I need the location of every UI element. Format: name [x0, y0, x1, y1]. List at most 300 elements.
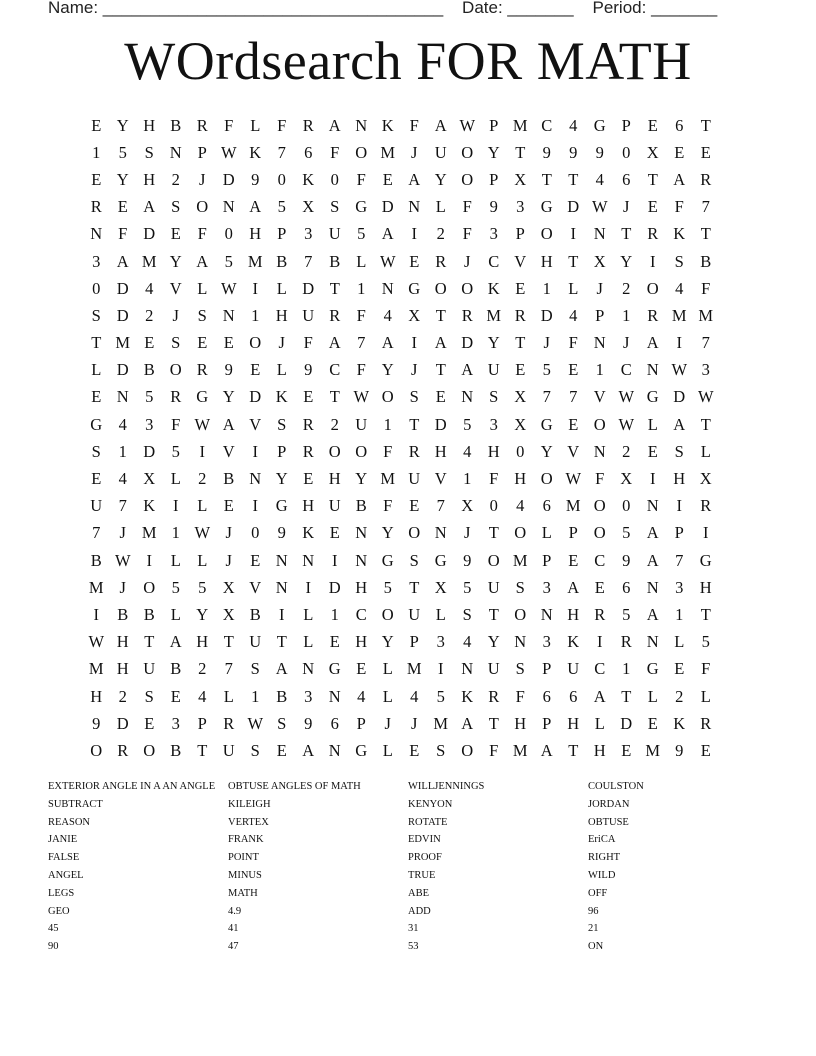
grid-cell: B [170, 659, 182, 679]
grid-cell: 4 [463, 632, 472, 652]
grid-cell: E [91, 115, 102, 135]
grid-cell: N [355, 550, 368, 570]
grid-cell: X [222, 577, 235, 597]
grid-cell: H [328, 469, 341, 489]
grid-cell: E [435, 387, 446, 407]
grid-cell: U [302, 305, 315, 325]
grid-cell: E [276, 740, 287, 760]
grid-cell: J [411, 142, 418, 162]
grid-cell: 7 [304, 251, 313, 271]
grid-cell: D [222, 169, 235, 189]
grid-cell: N [90, 224, 103, 244]
grid-cell: E [250, 550, 261, 570]
word-list-item: OBTUSE ANGLES OF MATH [228, 781, 361, 792]
grid-cell: 2 [330, 414, 339, 434]
grid-cell: L [647, 414, 658, 434]
grid-cell: V [567, 441, 580, 461]
word-list-item: 31 [408, 923, 419, 935]
grid-cell: E [647, 197, 658, 217]
grid-cell: A [646, 550, 659, 570]
grid-cell: 7 [701, 333, 710, 353]
grid-cell: R [302, 115, 314, 135]
grid-cell: 3 [436, 632, 445, 652]
word-list-item: WILD [588, 869, 616, 881]
grid-cell: 4 [569, 305, 578, 325]
grid-cell: L [594, 713, 605, 733]
grid-cell: 2 [118, 686, 127, 706]
grid-cell: H [355, 632, 368, 652]
grid-cell: 6 [542, 686, 551, 706]
grid-cell: 5 [118, 142, 127, 162]
grid-cell: L [276, 278, 287, 298]
grid-cell: 0 [92, 278, 101, 298]
grid-cell: 4 [595, 169, 604, 189]
grid-cell: 1 [251, 305, 260, 325]
grid-cell: E [303, 387, 314, 407]
grid-cell: N [169, 142, 182, 162]
grid-cell: J [199, 169, 206, 189]
grid-cell: 7 [675, 550, 684, 570]
grid-cell: J [172, 305, 179, 325]
grid-cell: Y [540, 441, 553, 461]
grid-cell: J [119, 577, 126, 597]
grid-cell: 7 [92, 523, 101, 543]
grid-row [83, 194, 719, 221]
grid-cell: F [701, 659, 711, 679]
grid-cell: D [328, 577, 341, 597]
grid-cell: E [329, 632, 340, 652]
grid-cell: E [700, 142, 711, 162]
grid-cell: N [646, 632, 659, 652]
grid-cell: 4 [118, 414, 127, 434]
grid-cell: G [275, 496, 288, 516]
grid-cell: U [487, 577, 500, 597]
grid-cell: W [618, 414, 635, 434]
grid-cell: U [355, 414, 368, 434]
grid-cell: Y [381, 360, 394, 380]
grid-cell: O [540, 224, 553, 244]
grid-cell: I [411, 224, 417, 244]
grid-cell: L [223, 686, 234, 706]
grid-cell: L [197, 550, 208, 570]
grid-cell: B [90, 550, 102, 570]
grid-cell: H [355, 577, 368, 597]
grid-cell: 5 [542, 360, 551, 380]
grid-cell: N [593, 333, 606, 353]
grid-cell: S [515, 659, 525, 679]
grid-cell: M [247, 251, 263, 271]
grid-cell: S [436, 740, 446, 760]
grid-cell: Y [487, 632, 500, 652]
grid-cell: O [461, 278, 474, 298]
grid-cell: I [173, 496, 179, 516]
grid-cell: V [514, 251, 527, 271]
grid-cell: W [194, 414, 211, 434]
grid-cell: H [196, 632, 209, 652]
grid-cell: L [91, 360, 102, 380]
grid-cell: R [302, 414, 314, 434]
grid-cell: A [275, 659, 288, 679]
grid-cell: 9 [569, 142, 578, 162]
grid-cell: I [146, 550, 152, 570]
grid-cell: N [302, 550, 315, 570]
grid-cell: G [540, 414, 553, 434]
grid-cell: U [434, 142, 447, 162]
grid-cell: U [143, 659, 156, 679]
grid-row [83, 112, 719, 139]
grid-cell: 5 [622, 604, 631, 624]
grid-cell: W [618, 387, 635, 407]
grid-cell: P [595, 305, 605, 325]
grid-cell: I [279, 604, 285, 624]
grid-cell: G [593, 115, 606, 135]
grid-cell: X [143, 469, 156, 489]
grid-cell: F [409, 115, 419, 135]
word-list-item: LEGS [48, 887, 75, 899]
grid-cell: 5 [171, 441, 180, 461]
grid-cell: Y [275, 469, 288, 489]
grid-cell: F [277, 115, 287, 135]
grid-cell: E [568, 550, 579, 570]
grid-cell: N [646, 577, 659, 597]
grid-cell: S [515, 577, 525, 597]
grid-cell: V [249, 577, 262, 597]
word-list-item: TRUE [408, 869, 436, 881]
grid-cell: 2 [622, 441, 631, 461]
grid-cell: T [435, 305, 446, 325]
grid-cell: H [275, 305, 288, 325]
grid-cell: N [461, 659, 474, 679]
grid-cell: Y [169, 251, 182, 271]
grid-cell: W [220, 278, 237, 298]
letter-grid [83, 112, 719, 765]
grid-cell: 0 [251, 523, 260, 543]
grid-cell: P [197, 713, 207, 733]
grid-cell: F [462, 224, 472, 244]
grid-cell: N [328, 740, 341, 760]
grid-cell: 7 [118, 496, 127, 516]
grid-cell: Y [116, 169, 129, 189]
grid-cell: H [90, 686, 103, 706]
grid-row [83, 493, 719, 520]
grid-cell: M [141, 251, 157, 271]
grid-cell: 6 [622, 169, 631, 189]
word-list-item: ADD [408, 905, 431, 917]
word-list-item: MINUS [228, 869, 262, 881]
grid-cell: A [169, 632, 182, 652]
grid-cell: E [250, 360, 261, 380]
grid-cell: S [674, 251, 684, 271]
grid-cell: 9 [675, 740, 684, 760]
grid-cell: O [540, 469, 553, 489]
grid-cell: U [222, 740, 235, 760]
grid-cell: D [620, 713, 633, 733]
grid-cell: X [434, 577, 447, 597]
grid-cell: F [568, 333, 578, 353]
grid-cell: H [567, 604, 580, 624]
grid-cell: 2 [145, 305, 154, 325]
grid-cell: D [567, 197, 580, 217]
grid-cell: S [197, 305, 207, 325]
grid-cell: I [676, 333, 682, 353]
grid-cell: A [646, 604, 659, 624]
grid-cell: G [381, 550, 394, 570]
grid-row [83, 221, 719, 248]
grid-cell: A [328, 333, 341, 353]
grid-cell: E [647, 115, 658, 135]
grid-cell: 1 [675, 604, 684, 624]
grid-cell: E [700, 740, 711, 760]
grid-cell: 2 [675, 686, 684, 706]
grid-cell: 1 [92, 142, 101, 162]
grid-cell: K [487, 278, 500, 298]
grid-cell: O [487, 550, 500, 570]
word-list-item: GEO [48, 905, 70, 917]
grid-row [83, 465, 719, 492]
grid-cell: M [512, 740, 528, 760]
grid-cell: L [250, 115, 261, 135]
grid-cell: M [88, 659, 104, 679]
grid-cell: 6 [622, 577, 631, 597]
grid-cell: D [381, 197, 394, 217]
grid-cell: P [409, 632, 419, 652]
grid-cell: 1 [357, 278, 366, 298]
grid-cell: X [461, 496, 474, 516]
grid-cell: C [488, 251, 500, 271]
grid-cell: 1 [171, 523, 180, 543]
grid-cell: E [223, 496, 234, 516]
grid-cell: 4 [516, 496, 525, 516]
grid-cell: 2 [198, 659, 207, 679]
grid-cell: E [594, 577, 605, 597]
grid-cell: G [434, 550, 447, 570]
grid-cell: S [171, 333, 181, 353]
grid-cell: R [461, 305, 473, 325]
grid-cell: X [593, 251, 606, 271]
grid-cell: U [90, 496, 103, 516]
grid-cell: R [170, 387, 182, 407]
grid-cell: J [464, 523, 471, 543]
word-list-item: KENYON [408, 798, 453, 810]
grid-cell: G [699, 550, 712, 570]
grid-cell: S [277, 713, 287, 733]
grid-cell: 3 [516, 197, 525, 217]
grid-row [83, 357, 719, 384]
grid-cell: I [703, 523, 709, 543]
grid-cell: E [170, 224, 181, 244]
grid-cell: O [249, 333, 262, 353]
grid-cell: R [196, 115, 208, 135]
grid-cell: T [435, 360, 446, 380]
grid-cell: 3 [542, 632, 551, 652]
grid-cell: N [355, 523, 368, 543]
grid-cell: A [673, 414, 686, 434]
grid-cell: A [381, 333, 394, 353]
grid-cell: R [408, 441, 420, 461]
grid-cell: 5 [171, 577, 180, 597]
grid-cell: E [356, 659, 367, 679]
grid-cell: W [353, 387, 370, 407]
grid-cell: A [434, 115, 447, 135]
grid-cell: N [646, 496, 659, 516]
grid-cell: O [355, 142, 368, 162]
grid-cell: R [196, 360, 208, 380]
grid-cell: C [329, 360, 341, 380]
grid-cell: F [383, 441, 393, 461]
grid-cell: G [196, 387, 209, 407]
word-list-item: PROOF [408, 852, 442, 864]
grid-cell: N [275, 577, 288, 597]
grid-cell: I [332, 550, 338, 570]
grid-cell: G [646, 387, 659, 407]
grid-cell: F [701, 278, 711, 298]
grid-cell: T [700, 115, 711, 135]
word-list-item: EDVIN [408, 834, 441, 846]
grid-cell: C [594, 659, 606, 679]
grid-cell: P [621, 115, 631, 135]
grid-cell: R [700, 496, 712, 516]
grid-cell: 9 [622, 550, 631, 570]
grid-cell: T [329, 387, 340, 407]
grid-cell: 1 [595, 360, 604, 380]
grid-cell: 4 [198, 686, 207, 706]
grid-cell: P [542, 659, 552, 679]
grid-cell: K [249, 142, 262, 162]
grid-cell: T [409, 414, 420, 434]
grid-cell: P [515, 224, 525, 244]
grid-cell: M [512, 115, 528, 135]
grid-cell: L [382, 659, 393, 679]
grid-cell: T [91, 333, 102, 353]
grid-cell: 6 [330, 713, 339, 733]
grid-cell: 4 [675, 278, 684, 298]
grid-cell: A [434, 333, 447, 353]
grid-cell: L [382, 686, 393, 706]
grid-row [83, 438, 719, 465]
grid-cell: J [623, 333, 630, 353]
grid-cell: 1 [463, 469, 472, 489]
grid-cell: N [116, 387, 129, 407]
grid-cell: I [252, 441, 258, 461]
grid-cell: N [355, 115, 368, 135]
grid-cell: D [116, 360, 129, 380]
grid-cell: A [461, 360, 474, 380]
grid-cell: 1 [542, 278, 551, 298]
grid-cell: E [621, 740, 632, 760]
grid-cell: 0 [277, 169, 286, 189]
grid-cell: H [249, 224, 262, 244]
grid-cell: E [197, 333, 208, 353]
grid-cell: E [647, 713, 658, 733]
grid-row [83, 520, 719, 547]
grid-cell: W [114, 550, 131, 570]
grid-cell: T [197, 740, 208, 760]
grid-cell: L [435, 604, 446, 624]
grid-cell: G [328, 659, 341, 679]
grid-cell: D [116, 278, 129, 298]
grid-cell: H [514, 713, 527, 733]
grid-cell: O [514, 523, 527, 543]
grid-cell: S [250, 740, 260, 760]
grid-cell: W [459, 115, 476, 135]
grid-cell: A [673, 169, 686, 189]
grid-cell: J [384, 713, 391, 733]
grid-cell: P [197, 142, 207, 162]
grid-cell: C [620, 360, 632, 380]
grid-cell: U [567, 659, 580, 679]
grid-cell: F [171, 414, 181, 434]
grid-cell: B [329, 251, 341, 271]
grid-cell: E [409, 740, 420, 760]
grid-cell: J [225, 550, 232, 570]
grid-cell: X [408, 305, 421, 325]
grid-cell: S [462, 604, 472, 624]
word-list-item: 41 [228, 923, 239, 935]
word-list-item: REASON [48, 816, 91, 828]
grid-row [83, 574, 719, 601]
grid-cell: E [144, 713, 155, 733]
grid-cell: L [541, 523, 552, 543]
word-list-item: COULSTON [588, 781, 644, 792]
grid-cell: K [381, 115, 394, 135]
grid-cell: 6 [675, 115, 684, 135]
grid-cell: 0 [489, 496, 498, 516]
grid-cell: 4 [145, 278, 154, 298]
grid-cell: F [224, 115, 234, 135]
grid-cell: B [223, 469, 235, 489]
grid-cell: R [700, 169, 712, 189]
grid-cell: F [356, 360, 366, 380]
grid-cell: R [117, 740, 129, 760]
grid-cell: N [275, 550, 288, 570]
grid-cell: H [143, 169, 156, 189]
grid-cell: 7 [542, 387, 551, 407]
grid-cell: P [277, 441, 287, 461]
grid-cell: 3 [701, 360, 710, 380]
grid-cell: I [597, 632, 603, 652]
grid-cell: 1 [118, 441, 127, 461]
grid-cell: K [461, 686, 474, 706]
word-list-item: OBTUSE [588, 816, 629, 828]
grid-cell: Y [487, 142, 500, 162]
word-list-item: FRANK [228, 834, 264, 846]
grid-cell: U [408, 469, 421, 489]
grid-cell: 7 [569, 387, 578, 407]
grid-cell: P [489, 169, 499, 189]
grid-cell: D [116, 305, 129, 325]
grid-cell: E [170, 686, 181, 706]
grid-cell: Y [355, 469, 368, 489]
grid-cell: L [700, 441, 711, 461]
word-list-item: 90 [48, 941, 59, 953]
grid-cell: J [278, 333, 285, 353]
grid-cell: N [514, 632, 527, 652]
grid-cell: 5 [357, 224, 366, 244]
grid-cell: M [380, 469, 396, 489]
grid-cell: H [143, 115, 156, 135]
grid-cell: 2 [198, 469, 207, 489]
grid-cell: 3 [304, 224, 313, 244]
grid-cell: H [699, 577, 712, 597]
grid-cell: K [673, 224, 686, 244]
page-title: WOrdsearch FOR MATH [124, 31, 692, 91]
grid-cell: H [116, 632, 129, 652]
grid-row [83, 384, 719, 411]
word-list-item: ANGEL [48, 869, 84, 881]
grid-cell: T [621, 686, 632, 706]
grid-cell: L [356, 251, 367, 271]
grid-cell: 9 [595, 142, 604, 162]
